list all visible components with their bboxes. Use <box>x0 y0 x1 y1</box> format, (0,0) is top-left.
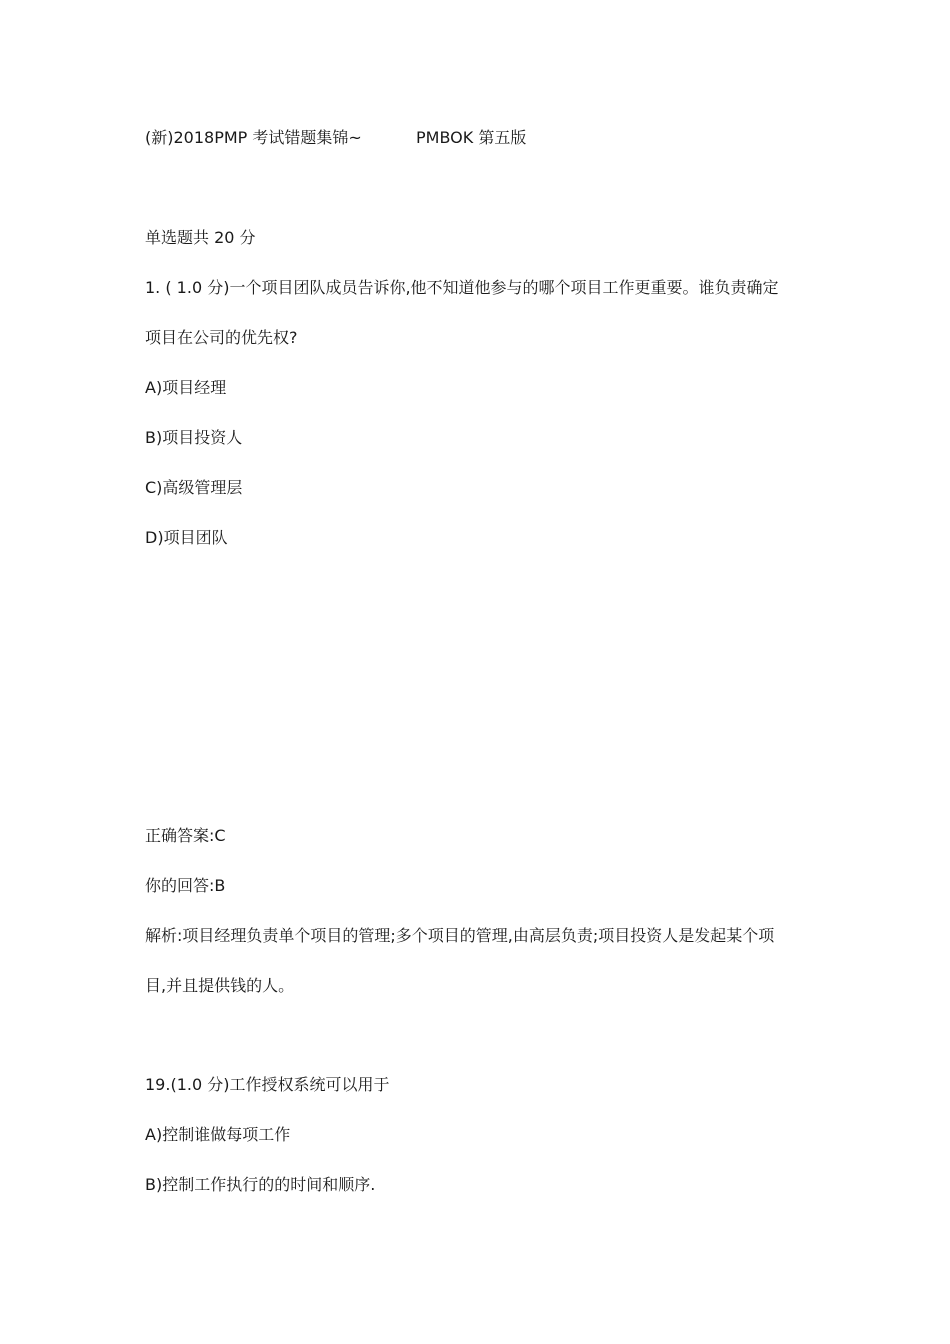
question-1-text-line-1: 1. ( 1.0 分)一个项目团队成员告诉你,他不知道他参与的哪个项目工作更重要。谁负责确定 <box>145 278 779 297</box>
question-1-option-b: B)项目投资人 <box>145 428 243 447</box>
question-19-option-b: B)控制工作执行的的时间和顺序. <box>145 1175 376 1194</box>
question-1-option-a: A)项目经理 <box>145 378 227 397</box>
question-1-analysis-line-2: 目,并且提供钱的人。 <box>145 976 295 995</box>
question-1-your-answer: 你的回答:B <box>145 876 226 895</box>
question-1-text-line-2: 项目在公司的优先权? <box>145 328 298 347</box>
document-subtitle: PMBOK 第五版 <box>416 128 527 147</box>
question-19-option-a: A)控制谁做每项工作 <box>145 1125 291 1144</box>
question-1-correct-answer: 正确答案:C <box>145 826 226 845</box>
document-title: (新)2018PMP 考试错题集锦~ <box>145 128 362 147</box>
question-1-option-c: C)高级管理层 <box>145 478 243 497</box>
question-1-analysis-line-1: 解析:项目经理负责单个项目的管理;多个项目的管理,由高层负责;项目投资人是发起某个项 <box>145 926 775 945</box>
section-heading: 单选题共 20 分 <box>145 228 256 247</box>
question-1-option-d: D)项目团队 <box>145 528 228 547</box>
question-19-text: 19.(1.0 分)工作授权系统可以用于 <box>145 1075 390 1094</box>
